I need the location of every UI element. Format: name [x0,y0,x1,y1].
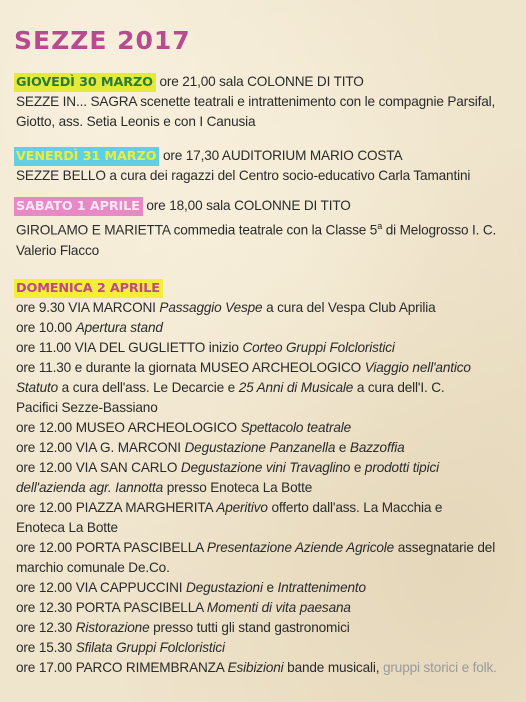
page-title: SEZZE 2017 [14,26,191,55]
event-title: Momenti di vita paesana [206,600,351,615]
schedule-line [16,538,516,558]
superscript: a [377,221,383,231]
event-title: Presentazione Aziende Agricole [206,540,395,555]
event-header [16,196,516,216]
event-info: ore 21,00 sala COLONNE DI TITO [155,74,364,89]
schedule-line [16,498,516,518]
event-text: ore 12.00 MUSEO ARCHEOLOGICO [16,420,241,435]
event-text: ore 17.00 PARCO RIMEMBRANZA [16,660,228,675]
event-text: ore 11.00 VIA DEL GUGLIETTO inizio [16,340,243,355]
schedule-line [16,438,516,458]
schedule-line [16,478,516,498]
event-description: Valerio Flacco [16,242,100,258]
schedule-line [16,338,516,358]
event-header [16,72,516,92]
event-text: ore 12.30 [16,620,76,635]
schedule-line [16,318,516,338]
schedule-line [16,518,516,538]
event-title: Aperitivo [216,500,268,515]
event-title: Degustazione Panzanella [184,440,336,455]
event-title: Viaggio nell'antico [364,360,471,375]
event-text: marchio comunale De.Co. [16,560,170,575]
event-title: Intrattenimento [277,580,366,595]
day-badge: VENERDÌ 31 MARZO [14,147,159,166]
event-header [16,278,516,298]
event-title: Spettacolo teatrale [240,420,352,435]
event-text: ore 15.30 [16,640,76,655]
event-text: Enoteca La Botte [16,520,118,535]
schedule-list [16,298,516,678]
schedule-line [16,378,516,398]
event-text: bande musicali, [283,660,383,675]
event-text: ore 9.30 VIA MARCONI [16,300,160,315]
event-text: e [335,440,350,455]
schedule-line [16,418,516,438]
event-text: a cura dell'ass. Le Decarcie e [58,380,239,395]
event-title: 25 Anni di Musicale [238,380,354,395]
event-text: presso tutti gli stand gastronomici [149,620,350,635]
event-title: Degustazioni [186,580,263,595]
schedule-line [16,658,516,678]
event-text: assegnatarie del [394,540,496,555]
schedule-line [16,398,516,418]
event-title: Statuto [16,380,59,395]
event-thursday [16,72,516,132]
event-title: Ristorazione [75,620,150,635]
schedule-line [16,598,516,618]
event-sunday [16,278,516,678]
event-title: Corteo Gruppi Folcloristici [242,340,395,355]
event-text: ore 12.00 PORTA PASCIBELLA [16,540,207,555]
day-badge: SABATO 1 APRILE [14,197,143,216]
event-title: dell'azienda agr. Iannotta [16,480,164,495]
event-title: prodotti tipici [364,460,439,475]
event-text: ore 10.00 [16,320,76,335]
event-text: a cura dell'I. C. [353,380,445,395]
event-title: Sfilata Gruppi Folcloristici [75,640,225,655]
event-friday [16,146,516,186]
event-description: SEZZE BELLO a cura dei ragazzi del Centro socio-educativo Carla Tamantini [16,168,471,183]
event-text: ore 12.00 VIA CAPPUCCINI [16,580,187,595]
event-text: offerto dall'ass. La Macchia e [267,500,443,515]
event-text: e [262,580,278,595]
event-text: a cura del Vespa Club Aprilia [262,300,436,315]
event-title: Bazzoffia [349,440,405,455]
event-title: Degustazione vini Travaglino [180,460,351,475]
event-text: GIROLAMO E MARIETTA commedia teatrale con la Classe 5 [16,222,378,238]
schedule-line [16,298,516,318]
event-text: ore 12.00 VIA SAN CARLO [16,460,181,475]
event-saturday [16,196,516,261]
schedule-line [16,458,516,478]
event-text: Pacifici Sezze-Bassiano [16,400,158,415]
event-text: ore 12.00 PIAZZA MARGHERITA [16,500,217,515]
event-description: Giotto, ass. Setia Leonis e con I Canusia [16,114,256,129]
event-text: ore 12.30 PORTA PASCIBELLA [16,600,207,615]
day-badge: GIOVEDÌ 30 MARZO [14,73,156,92]
event-description: SEZZE IN... SAGRA scenette teatrali e intrattenimento con le compagnie Parsifal, [16,94,496,109]
schedule-line [16,638,516,658]
event-text: di Melogrosso I. C. [382,222,497,238]
event-title: Passaggio Vespe [159,300,263,315]
schedule-line [16,558,516,578]
schedule-line [16,618,516,638]
day-badge: DOMENICA 2 APRILE [14,279,163,298]
event-text: ore 12.00 VIA G. MARCONI [16,440,185,455]
event-header [16,146,516,166]
event-text: gruppi storici e folk. [383,660,497,675]
event-text: presso Enoteca La Botte [163,480,313,495]
event-info: ore 17,30 AUDITORIUM MARIO COSTA [159,148,403,163]
event-text: ore 11.30 e durante la giornata MUSEO ARCHEOLOGICO [16,360,365,375]
event-info: ore 18,00 sala COLONNE DI TITO [142,198,351,213]
event-title: Esibizioni [227,660,284,675]
schedule-line [16,358,516,378]
schedule-line [16,578,516,598]
event-title: Apertura stand [75,320,163,335]
event-description [16,216,516,241]
event-text: e [350,460,365,475]
